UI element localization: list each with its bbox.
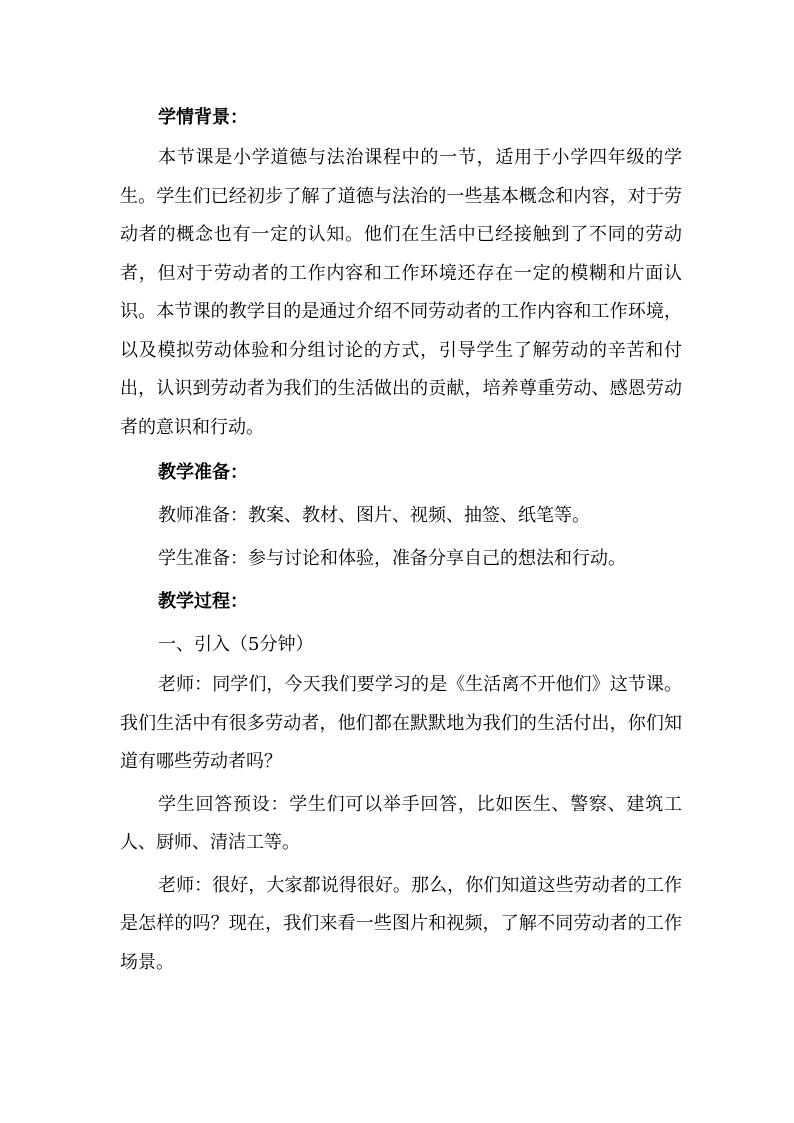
student-answer: 学生回答预设：学生们可以举手回答，比如医生、警察、建筑工人、厨师、清洁工等。 (120, 793, 682, 853)
teacher-dialogue-2: 老师：很好，大家都说得很好。那么，你们知道这些劳动者的工作是怎样的吗？现在，我们来看一些图片和视频，了解不同劳动者的工作场景。 (120, 874, 682, 973)
process-heading: 教学过程： (158, 591, 248, 612)
teacher-dialogue-1: 老师：同学们，今天我们要学习的是《生活离不开他们》这节课。我们生活中有很多劳动者，他们都在默默地为我们的生活付出，你们知道有哪些劳动者吗？ (120, 674, 682, 772)
student-preparation: 学生准备：参与讨论和体验，准备分享自己的想法和行动。 (158, 548, 626, 569)
preparation-heading: 教学准备： (158, 462, 248, 483)
teacher-preparation: 教师准备：教案、教材、图片、视频、抽签、纸笔等。 (158, 505, 590, 526)
background-heading: 学情背景： (158, 107, 248, 128)
document-page (120, 96, 682, 986)
intro-subheading: 一、引入（5分钟） (158, 634, 314, 655)
background-paragraph: 本节课是小学道德与法治课程中的一节，适用于小学四年级的学生。学生们已经初步了解了道德与法治的一些基本概念和内容，对于劳动者的概念也有一定的认知。他们在生活中已经接触到了不同的劳动者，但对于劳动者的工作内容和工作环境还存在一定的模糊和片面认识。本节课的教学目的是通过介绍不同劳动者的工作内容和工作环境，以及模拟劳动体验和分组讨论的方式，引导学生了解劳动的辛苦和付出，认识到劳动者为我们的生活做出的贡献，培养尊重劳动、感恩劳动者的意识和行动。 (120, 147, 682, 438)
